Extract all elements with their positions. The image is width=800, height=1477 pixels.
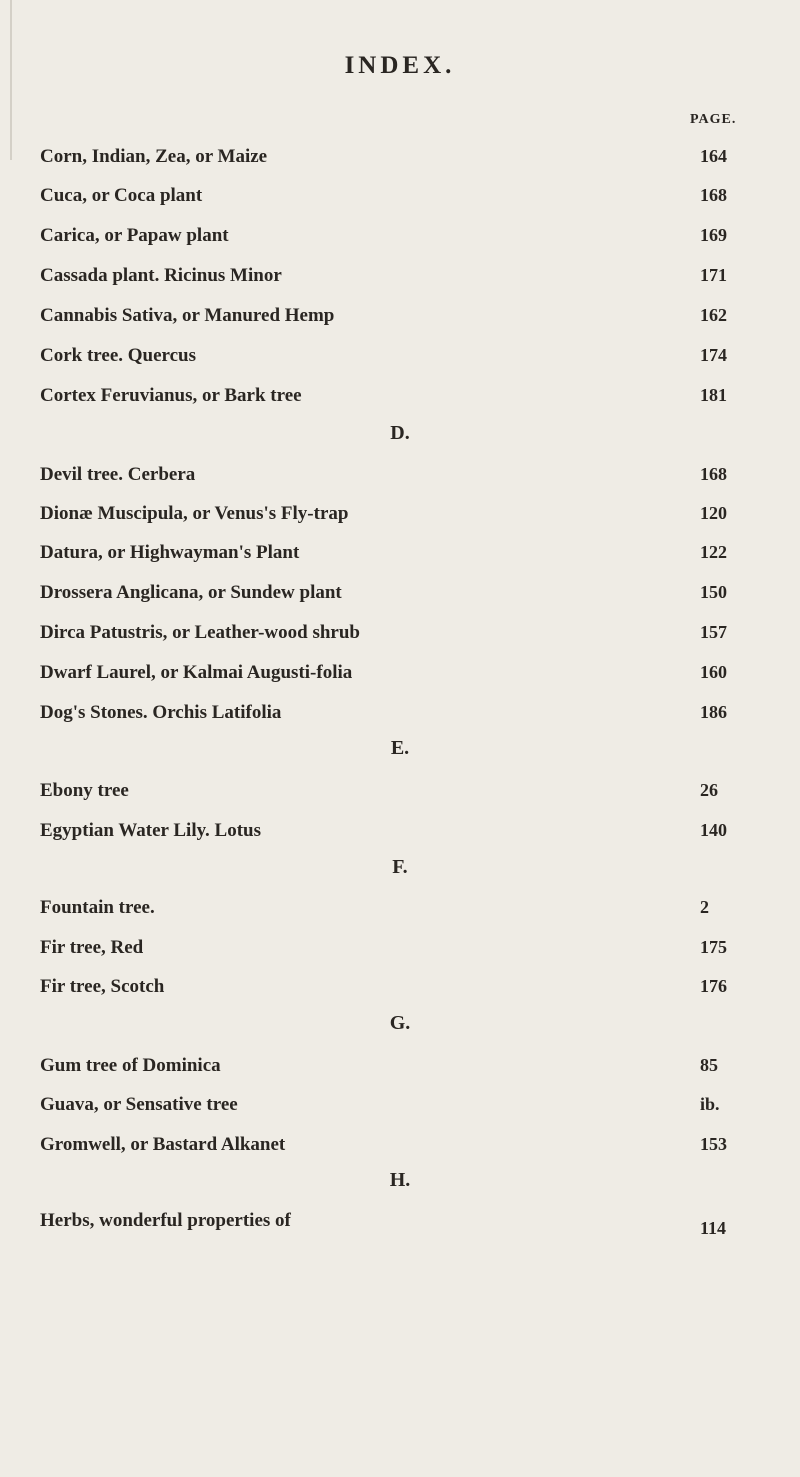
entry-name: Herbs, wonderful properties of <box>40 1210 291 1231</box>
index-entry <box>0 1210 800 1244</box>
page-title: INDEX. <box>344 52 456 79</box>
entry-page: ib. <box>700 1094 720 1114</box>
index-entry <box>0 385 800 419</box>
entry-page: 122 <box>700 542 727 562</box>
index-entry <box>0 702 800 736</box>
index-entry <box>0 662 800 696</box>
index-entry <box>0 1094 800 1128</box>
entry-page: 174 <box>700 345 727 365</box>
entry-name: Guava, or Sensative tree <box>40 1094 238 1115</box>
index-entry <box>0 582 800 616</box>
entry-page: 164 <box>700 146 727 166</box>
entry-page: 140 <box>700 820 727 840</box>
entry-page: 2 <box>700 897 709 917</box>
entry-name: Dionæ Muscipula, or Venus's Fly-trap <box>40 503 349 524</box>
index-entry <box>0 185 800 219</box>
index-entry <box>0 464 800 498</box>
entry-page: 157 <box>700 622 727 642</box>
entry-page: 26 <box>700 780 718 800</box>
entry-page: 120 <box>700 503 727 523</box>
entry-name: Dirca Patustris, or Leather-wood shrub <box>40 622 360 643</box>
entry-name: Cannabis Sativa, or Manured Hemp <box>40 305 335 326</box>
index-entry <box>0 937 800 971</box>
entry-name: Fir tree, Red <box>40 937 144 958</box>
entry-page: 169 <box>700 225 727 245</box>
entry-name: Fir tree, Scotch <box>40 976 165 997</box>
binding-edge <box>0 0 12 160</box>
entry-name: Gromwell, or Bastard Alkanet <box>40 1134 286 1155</box>
entry-name: Drossera Anglicana, or Sundew plant <box>40 582 342 603</box>
section-letter-h: H. <box>389 1169 411 1191</box>
entry-page: 160 <box>700 662 727 682</box>
page-column-header: PAGE. <box>690 112 737 127</box>
entry-name: Cork tree. Quercus <box>40 345 197 366</box>
entry-name: Fountain tree. <box>40 897 155 918</box>
entry-name: Cortex Feruvianus, or Bark tree <box>40 385 302 406</box>
index-entry <box>0 976 800 1010</box>
section-letter-f: F. <box>392 856 408 878</box>
entry-name: Cuca, or Coca plant <box>40 185 203 206</box>
entry-page: 150 <box>700 582 727 602</box>
entry-name: Gum tree of Dominica <box>40 1055 221 1076</box>
entry-page: 168 <box>700 185 727 205</box>
section-letter-g: G. <box>389 1012 411 1034</box>
index-entry <box>0 897 800 931</box>
entry-page: 162 <box>700 305 727 325</box>
entry-name: Datura, or Highwayman's Plant <box>40 542 300 563</box>
entry-page: 171 <box>700 265 727 285</box>
entry-name: Carica, or Papaw plant <box>40 225 229 246</box>
index-entry <box>0 622 800 656</box>
index-entry <box>0 780 800 814</box>
entry-name: Dwarf Laurel, or Kalmai Augusti-folia <box>40 662 353 683</box>
entry-page: 114 <box>700 1218 727 1238</box>
index-entry <box>0 345 800 379</box>
index-entry <box>0 503 800 537</box>
index-entry <box>0 225 800 259</box>
index-entry <box>0 1134 800 1168</box>
entry-name: Egyptian Water Lily. Lotus <box>40 820 262 841</box>
entry-page: 175 <box>700 937 727 957</box>
entry-page: 181 <box>700 385 727 405</box>
index-entry <box>0 542 800 576</box>
entry-page: 168 <box>700 464 727 484</box>
entry-page: 153 <box>700 1134 727 1154</box>
entry-page: 85 <box>700 1055 718 1075</box>
entry-name: Devil tree. Cerbera <box>40 464 196 485</box>
index-entry <box>0 820 800 854</box>
entry-page: 176 <box>700 976 727 996</box>
entry-name: Corn, Indian, Zea, or Maize <box>40 146 268 167</box>
entry-name: Cassada plant. Ricinus Minor <box>40 265 282 286</box>
section-letter-e: E. <box>390 737 410 759</box>
entry-page: 186 <box>700 702 727 722</box>
entry-name: Dog's Stones. Orchis Latifolia <box>40 702 282 723</box>
entry-name: Ebony tree <box>40 780 129 801</box>
section-letter-d: D. <box>390 422 410 444</box>
index-entry <box>0 305 800 339</box>
index-entry <box>0 146 800 180</box>
index-entry <box>0 1055 800 1089</box>
index-entry <box>0 265 800 299</box>
